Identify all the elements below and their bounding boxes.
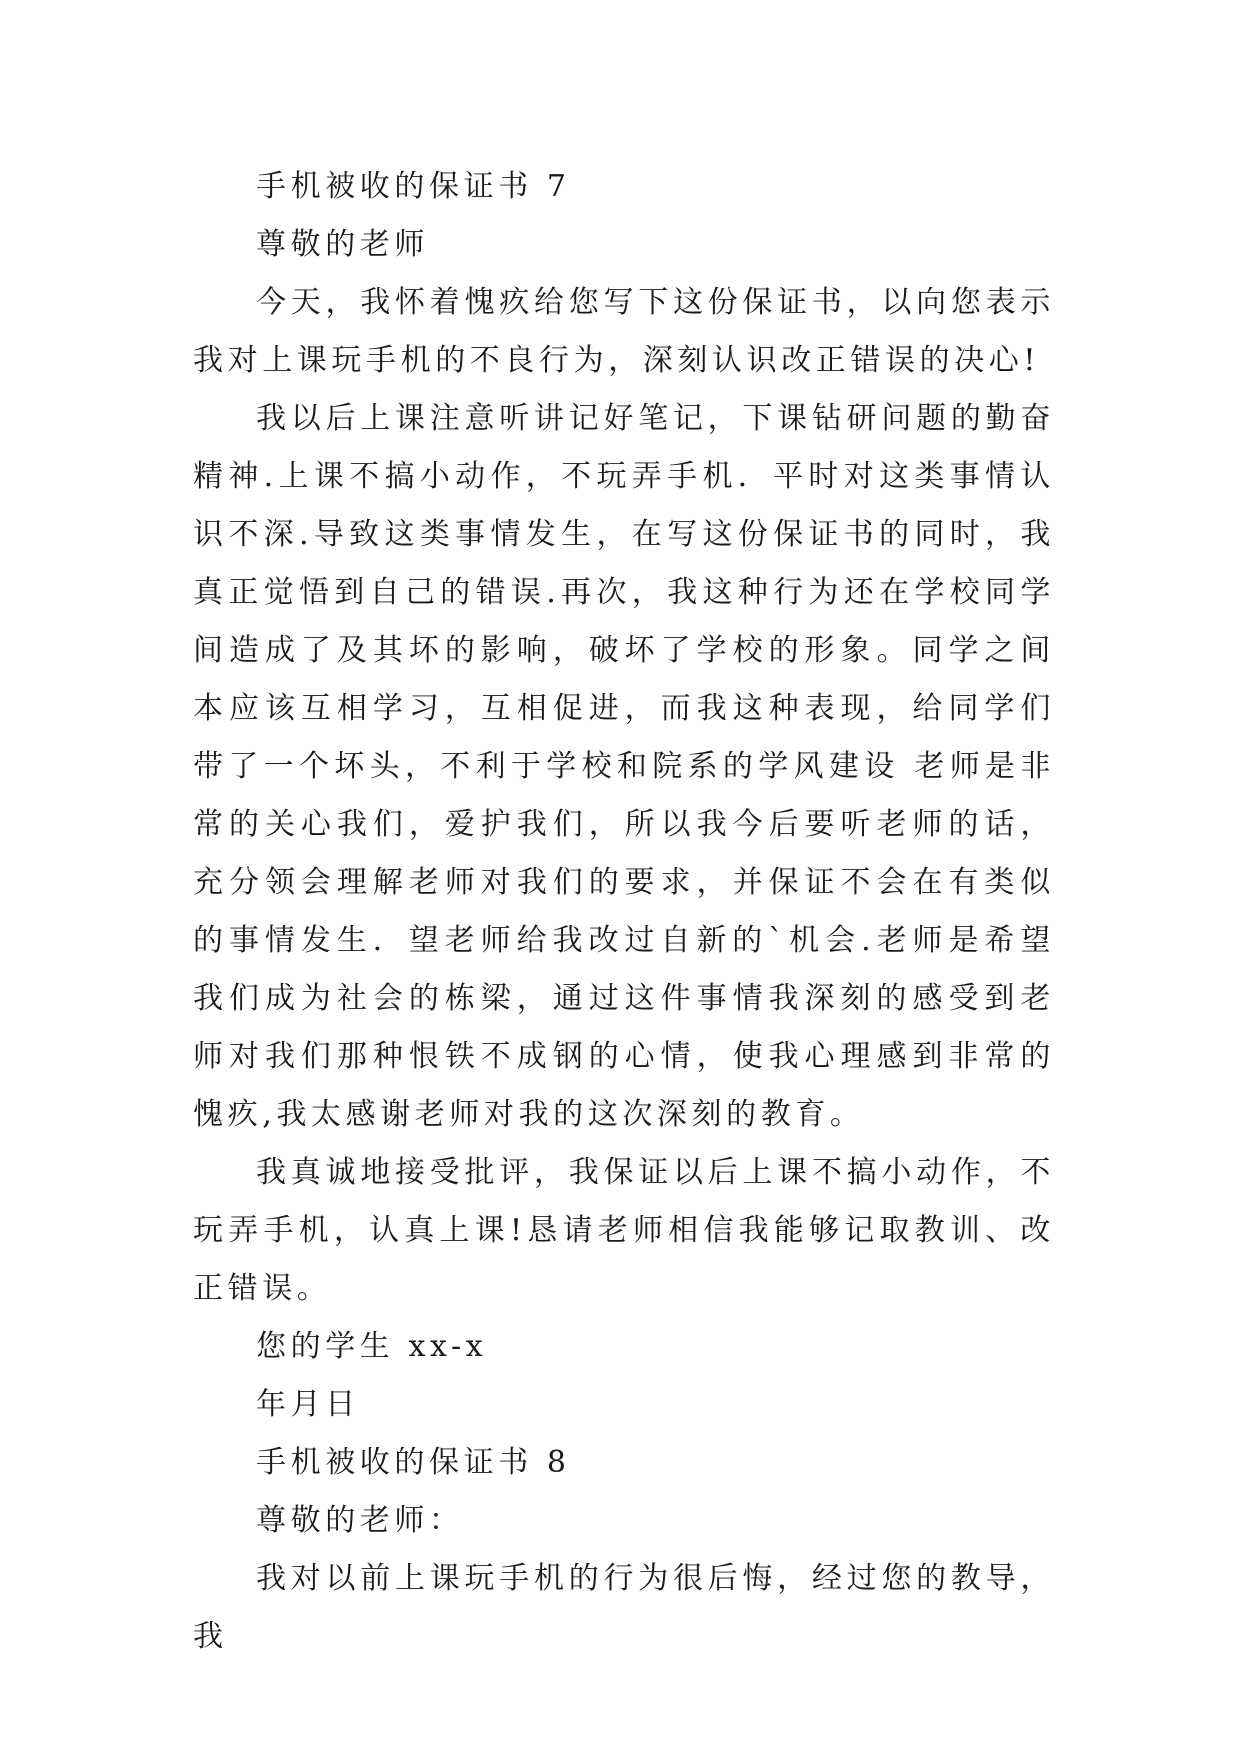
section-8-paragraph-1: [193, 1550, 1055, 1666]
document-body: [193, 158, 1055, 1666]
section-7-signature: 您的学生 xx-x: [256, 1329, 488, 1364]
paragraph-text: 今天，我怀着愧疚给您写下这份保证书，以向您表示我对上课玩手机的不良行为，深刻认识改正错误的决心!: [193, 285, 1055, 378]
paragraph-text: 我对以前上课玩手机的行为很后悔，经过您的教导，我: [193, 1561, 1055, 1654]
section-8-heading: 手机被收的保证书 8: [256, 1445, 571, 1480]
paragraph-text: 我以后上课注意听讲记好笔记，下课钻研问题的勤奋精神.上课不搞小动作，不玩弄手机．平时对这类事情认识不深.导致这类事情发生，在写这份保证书的同时，我真正觉悟到自己的错误.再次，我这种行为还在学校同学间造成了及其坏的影响，破坏了学校的形象。同学之间本应该互相学习，互相促进，而我这种表现，给同学们带了一个坏头，不利于学校和院系的学风建设 老师是非常的关心我们，爱护我们，所以我今后要听老师的话，充分领会理解老师对我们的要求，并保证不会在有类似的事情发生．望老师给我改过自新的`机会.老师是希望我们成为社会的栋梁，通过这件事情我深刻的感受到老师对我们那种恨铁不成钢的心情，使我心理感到非常的愧疚,我太感谢老师对我的这次深刻的教育。: [193, 401, 1055, 1132]
section-7-paragraph-2: [193, 390, 1055, 1144]
section-7-paragraph-3: [193, 1144, 1055, 1318]
section-7-salutation: 尊敬的老师: [256, 227, 429, 262]
section-7-heading: 手机被收的保证书 7: [256, 169, 571, 204]
section-7-paragraph-1: [193, 274, 1055, 390]
section-8-salutation: 尊敬的老师：: [256, 1503, 464, 1538]
section-7-date: 年月日: [256, 1387, 360, 1422]
paragraph-text: 我真诚地接受批评，我保证以后上课不搞小动作，不玩弄手机，认真上课!恳请老师相信我能够记取教训、改正错误。: [193, 1155, 1055, 1306]
